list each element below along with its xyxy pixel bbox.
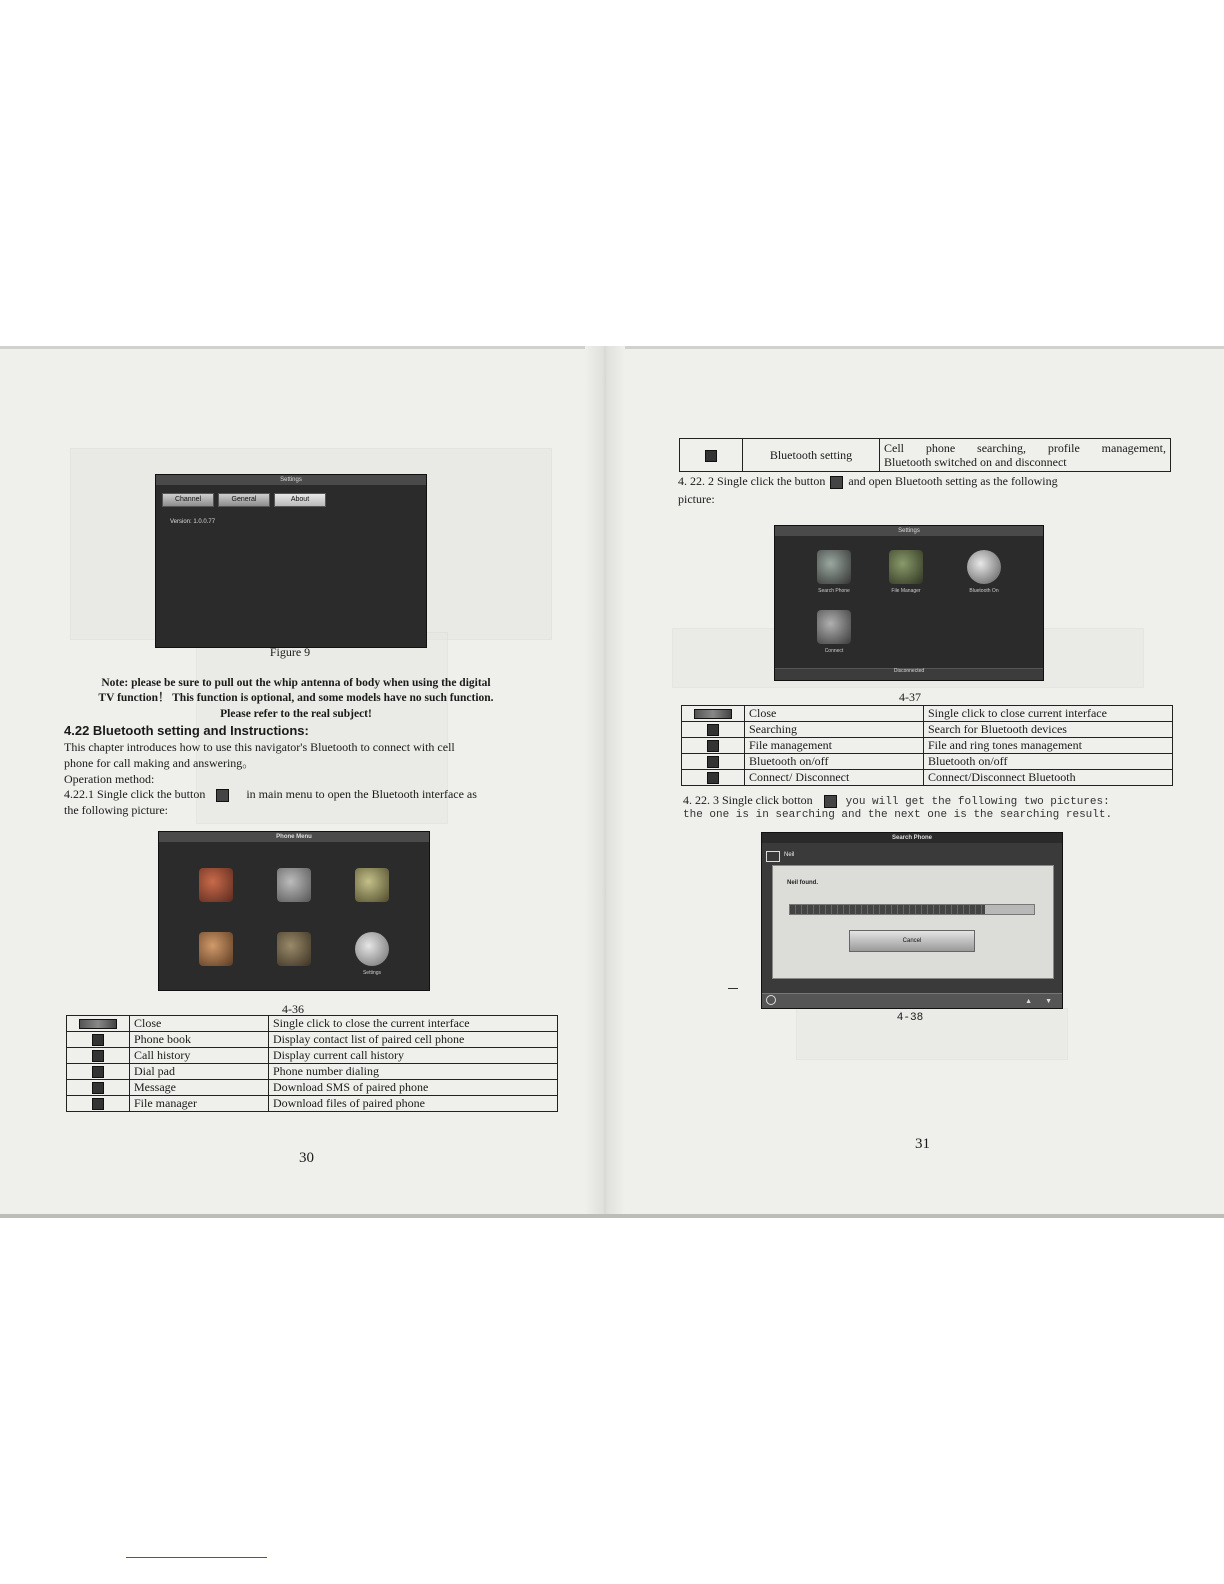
bluetooth-setting-button-icon: [830, 476, 843, 489]
search-phone-label: Search Phone: [818, 588, 850, 594]
figure-4-37-caption: 4-37: [899, 690, 921, 704]
note-line-3: Please refer to the real subject!: [220, 708, 372, 720]
section-heading: 4.22 Bluetooth setting and Instructions:: [64, 723, 309, 738]
table-row: [67, 1064, 558, 1080]
figure9-screenshot: [155, 474, 427, 648]
figure-4-38-caption: 4-38: [896, 1012, 924, 1024]
table-cell-icon: [680, 439, 743, 472]
search-phone-icon[interactable]: [817, 550, 851, 584]
connection-status: Disconnected: [893, 668, 925, 674]
table-row: [67, 1032, 558, 1048]
message-icon[interactable]: [199, 932, 233, 966]
step-suffix: and open Bluetooth setting as the following: [848, 474, 1058, 488]
call-history-icon: [92, 1050, 104, 1062]
table-row: [67, 1016, 558, 1032]
file-manager-icon[interactable]: [277, 932, 311, 966]
close-icon: [694, 709, 732, 719]
table-cell-icon: [67, 1048, 130, 1064]
table-cell-name: File manager: [130, 1096, 269, 1112]
table-cell-desc: Download SMS of paired phone: [269, 1080, 558, 1096]
bluetooth-icon: [707, 756, 719, 768]
window-title: Search Phone: [891, 835, 932, 841]
step-4-22-1: [64, 787, 544, 802]
bluetooth-on-icon[interactable]: [967, 550, 1001, 584]
step-suffix: you will get the following two pictures:: [845, 796, 1110, 808]
table-cell-name: File management: [745, 738, 924, 754]
bluetooth-setting-table: [679, 438, 1171, 472]
table-cell-desc: Single click to close current interface: [924, 706, 1173, 722]
window-title: Phone Menu: [276, 834, 312, 840]
note-line-1: Note: please be sure to pull out the whip antenna of body when using the digital: [101, 677, 491, 689]
step-prefix: 4. 22. 3 Single click botton: [683, 793, 813, 807]
bluetooth-functions-table: [681, 705, 1173, 786]
connect-label: Connect: [824, 648, 844, 654]
table-cell-name: Message: [130, 1080, 269, 1096]
table-cell-desc: [880, 439, 1171, 472]
table-cell-icon: [682, 738, 745, 754]
tab-about[interactable]: About: [274, 493, 326, 507]
table-cell-name: Connect/ Disconnect: [745, 770, 924, 786]
book-gutter: [585, 346, 625, 1218]
search-dialog: [772, 865, 1054, 979]
table-cell-name: Searching: [745, 722, 924, 738]
table-cell-icon: [67, 1032, 130, 1048]
device-list-icon: [766, 851, 780, 862]
table-cell-icon: [67, 1096, 130, 1112]
call-history-icon[interactable]: [277, 868, 311, 902]
message-icon: [92, 1082, 104, 1094]
dial-pad-icon[interactable]: [355, 868, 389, 902]
tab-general[interactable]: General: [218, 493, 270, 507]
figure9-caption: Figure 9: [269, 645, 311, 659]
table-row: [682, 754, 1173, 770]
step-prefix: 4. 22. 2 Single click the button: [678, 474, 826, 488]
step-suffix: in main menu to open the Bluetooth interface as: [246, 787, 477, 801]
spread-bottom-edge: [0, 1214, 1224, 1218]
phone-menu-table: [66, 1015, 558, 1112]
bluetooth-button-icon: [216, 789, 229, 802]
bottom-toolbar: [762, 993, 1062, 1008]
version-text: Version: 1.0.0.77: [170, 519, 216, 525]
page-number-right: 31: [915, 1136, 930, 1152]
table-row: [682, 722, 1173, 738]
table-cell-desc: Display contact list of paired cell phone: [269, 1032, 558, 1048]
table-cell-icon: [67, 1016, 130, 1032]
table-row: [682, 770, 1173, 786]
search-button-icon: [824, 795, 837, 808]
device-name: Neil: [784, 852, 795, 858]
connect-icon[interactable]: [817, 610, 851, 644]
bottom-rule: [126, 1557, 267, 1558]
scroll-up-icon[interactable]: ▲: [1025, 997, 1032, 1005]
bluetooth-setting-icon: [705, 450, 717, 462]
table-cell-icon: [682, 722, 745, 738]
margin-mark: [728, 988, 738, 989]
table-cell-name: Call history: [130, 1048, 269, 1064]
search-icon[interactable]: [766, 995, 776, 1005]
page-number-left: 30: [299, 1150, 314, 1166]
settings-label: Settings: [362, 970, 382, 976]
table-row: [67, 1096, 558, 1112]
table-cell-name: Bluetooth setting: [743, 439, 880, 472]
search-progress-bar: [789, 904, 1035, 915]
phone-book-icon[interactable]: [199, 868, 233, 902]
intro-line-1: This chapter introduces how to use this navigator's Bluetooth to connect with cell: [64, 740, 455, 754]
scroll-down-icon[interactable]: ▼: [1045, 997, 1052, 1005]
table-cell-desc: Display current call history: [269, 1048, 558, 1064]
table-cell-desc: Phone number dialing: [269, 1064, 558, 1080]
close-icon: [79, 1019, 117, 1029]
cancel-button[interactable]: Cancel: [849, 930, 975, 952]
table-cell-name: Close: [130, 1016, 269, 1032]
step-4-22-2: [678, 474, 1148, 489]
phone-book-icon: [92, 1034, 104, 1046]
table-cell-icon: [67, 1080, 130, 1096]
table-cell-desc: Single click to close the current interface: [269, 1016, 558, 1032]
table-row: [682, 706, 1173, 722]
desc-line-1: Cell phone searching, profile management,: [884, 441, 1166, 455]
tab-channel[interactable]: Channel: [162, 493, 214, 507]
search-phone-screenshot: [761, 832, 1063, 1009]
dial-pad-icon: [92, 1066, 104, 1078]
connect-icon: [707, 772, 719, 784]
table-cell-icon: [682, 706, 745, 722]
table-cell-desc: Download files of paired phone: [269, 1096, 558, 1112]
found-text: Neil found.: [787, 880, 818, 886]
bluetooth-settings-screenshot: [774, 525, 1044, 681]
settings-icon[interactable]: [355, 932, 389, 966]
table-cell-name: Phone book: [130, 1032, 269, 1048]
table-cell-icon: [682, 770, 745, 786]
table-cell-icon: [67, 1064, 130, 1080]
figure-4-36-caption: 4-36: [282, 1002, 304, 1016]
step3-line-2: the one is in searching and the next one is the searching result.: [683, 809, 1113, 821]
search-progress-fill: [790, 905, 985, 914]
table-row: [682, 738, 1173, 754]
window-title: Settings: [898, 528, 920, 534]
table-cell-desc: Bluetooth on/off: [924, 754, 1173, 770]
step2-line-2: picture:: [678, 492, 715, 506]
phone-menu-screenshot: [158, 831, 430, 991]
intro-line-2: phone for call making and answering。: [64, 756, 255, 770]
file-manager-label: File Manager: [891, 588, 921, 594]
intro-line-3: Operation method:: [64, 772, 155, 786]
table-cell-icon: [682, 754, 745, 770]
table-cell-desc: File and ring tones management: [924, 738, 1173, 754]
desc-line-2: Bluetooth switched on and disconnect: [884, 455, 1067, 469]
table-row: [67, 1080, 558, 1096]
table-cell-desc: Search for Bluetooth devices: [924, 722, 1173, 738]
file-management-icon: [707, 740, 719, 752]
file-manager-icon[interactable]: [889, 550, 923, 584]
note-line-2: TV function！ This function is optional, and some models have no such function.: [98, 692, 494, 704]
bluetooth-on-label: Bluetooth On: [969, 588, 999, 594]
table-row: [67, 1048, 558, 1064]
table-cell-desc: Connect/Disconnect Bluetooth: [924, 770, 1173, 786]
step-prefix: 4.22.1 Single click the button: [64, 787, 206, 801]
table-cell-name: Close: [745, 706, 924, 722]
file-manager-icon: [92, 1098, 104, 1110]
table-cell-name: Bluetooth on/off: [745, 754, 924, 770]
table-cell-name: Dial pad: [130, 1064, 269, 1080]
window-title: Settings: [280, 477, 302, 483]
table-row: [680, 439, 1171, 472]
intro-line-5: the following picture:: [64, 803, 168, 817]
searching-icon: [707, 724, 719, 736]
